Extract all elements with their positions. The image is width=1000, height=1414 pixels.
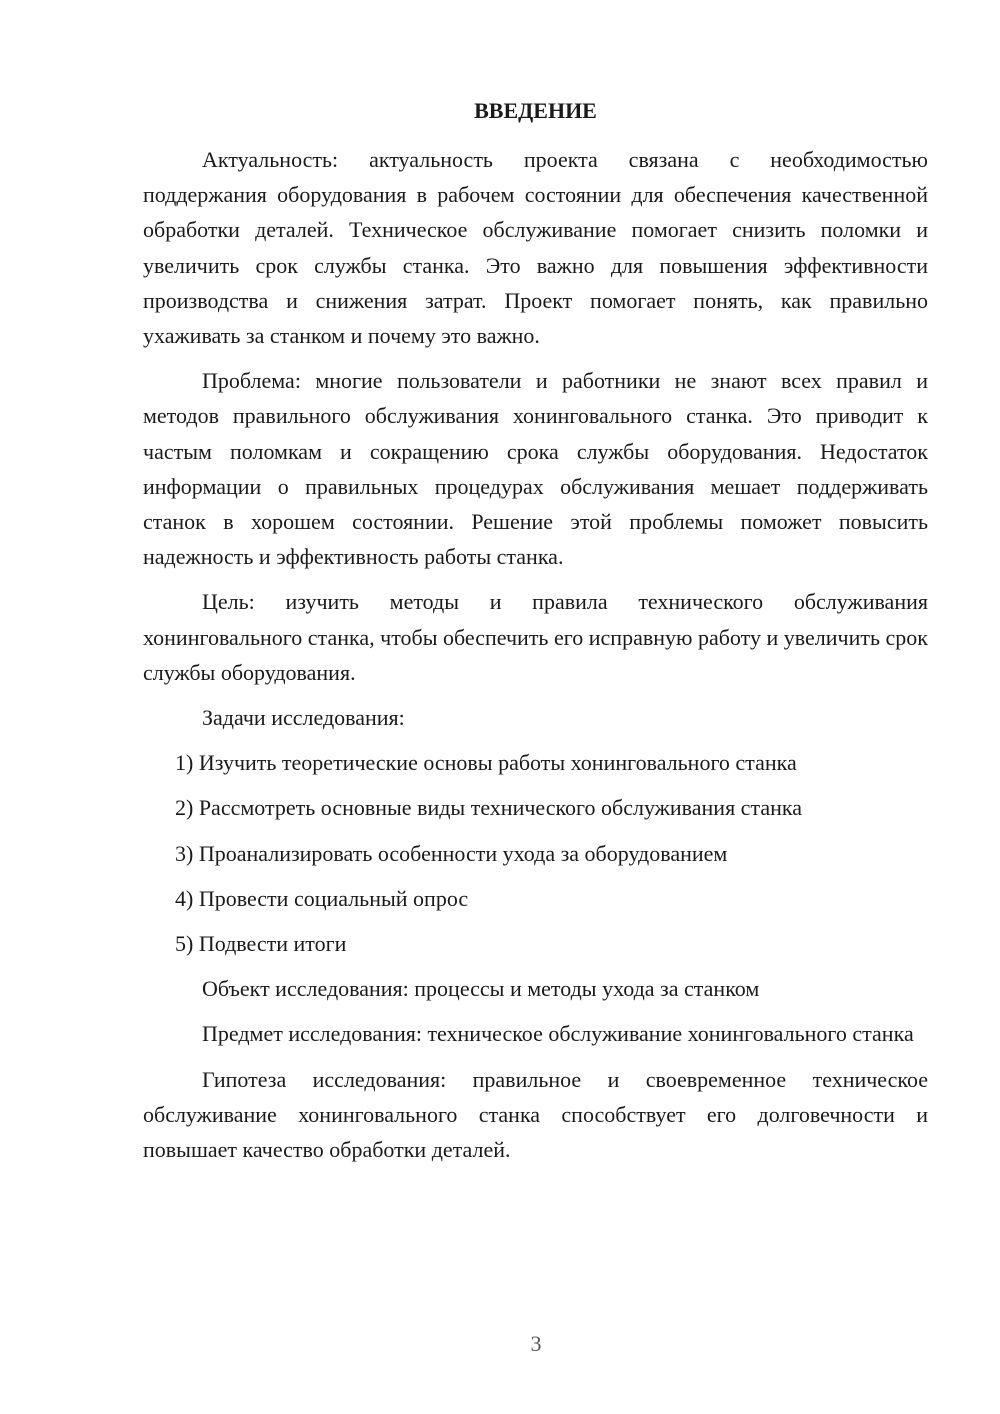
page-number: 3 xyxy=(530,1331,542,1356)
list-item: 4) Провести социальный опрос xyxy=(175,885,469,911)
list-item: 1) Изучить теоретические основы работы хонинговального станка xyxy=(175,750,797,776)
list-item: 5) Подвести итоги xyxy=(175,931,347,957)
paragraph-object: Объект исследования: процессы и методы ухода за станком xyxy=(202,976,760,1002)
paragraph-goal: Цель: изучить методы и правила технического обслуживания хонинговального станка, чтобы обеспечить его исправную работу и увеличить срок службы оборудования. xyxy=(143,589,928,685)
paragraph-subject: Предмет исследования: техническое обслуживание хонинговального станка xyxy=(202,1021,914,1047)
paragraph-problem: Проблема: многие пользователи и работники не знают всех правил и методов правильного обслуживания хонинговального станка. Это приводит к частым поломкам и сокращению срока службы оборудования. Недостаток информации о правильных процедурах обслуживания мешает поддерживать станок в хорошем состоянии. Решение этой проблемы поможет повысить надежность и эффективность работы станка. xyxy=(143,368,928,570)
document-body xyxy=(143,142,928,1177)
page-title: ВВЕДЕНИЕ xyxy=(474,98,597,123)
list-item: 3) Проанализировать особенности ухода за оборудованием xyxy=(175,840,728,866)
tasks-heading: Задачи исследования: xyxy=(202,705,405,731)
paragraph-relevance: Актуальность: актуальность проекта связана с необходимостью поддержания оборудования в рабочем состоянии для обеспечения качественной обработки деталей. Техническое обслуживание помогает снизить поломки и увеличить срок службы станка. Это важно для повышения эффективности производства и снижения затрат. Проект помогает понять, как правильно ухаживать за станком и почему это важно. xyxy=(143,147,928,349)
tasks-list xyxy=(143,745,928,961)
paragraph-hypothesis: Гипотеза исследования: правильное и своевременное техническое обслуживание хонинговального станка способствует его долговечности и повышает качество обработки деталей. xyxy=(143,1066,928,1163)
list-item: 2) Рассмотреть основные виды технического обслуживания станка xyxy=(175,795,802,821)
